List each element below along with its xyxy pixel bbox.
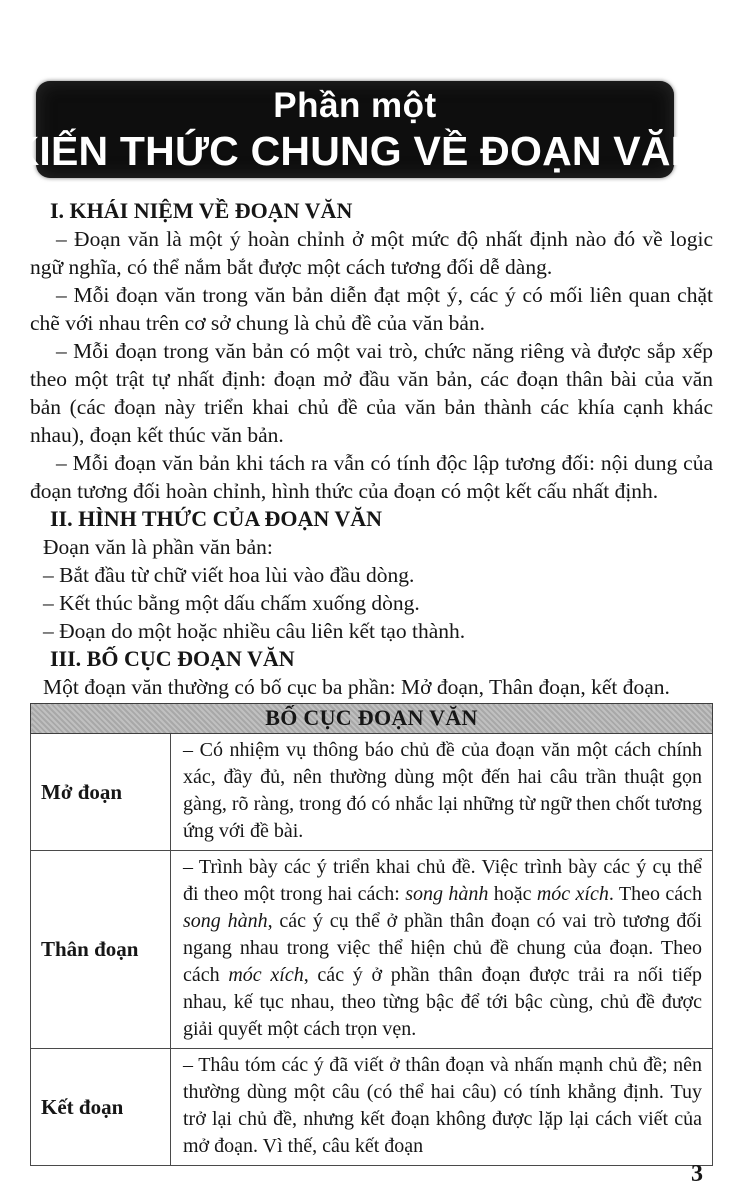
part-title-banner [9, 81, 701, 178]
row-label: Thân đoạn [31, 851, 171, 1049]
paragraph: – Mỗi đoạn văn bản khi tách ra vẫn có tính độc lập tương đối: nội dung của đoạn tương đối hoàn chỉnh, hình thức của đoạn có một kết cấu nhất định. [30, 451, 713, 503]
paragraph: – Mỗi đoạn trong văn bản có một vai trò, chức năng riêng và được sắp xếp theo một trật tự nhất định: đoạn mở đầu văn bản, các đoạn thân bài của văn bản (các đoạn này triển khai chủ đề của văn bản thành các khía cạnh khác nhau), đoạn kết thúc văn bản. [30, 339, 713, 447]
section-heading-hinh-thuc: II. HÌNH THỨC CỦA ĐOẠN VĂN [50, 506, 383, 531]
table-title: BỐ CỤC ĐOẠN VĂN [31, 704, 713, 734]
text-segment-italic: song hành [183, 910, 268, 932]
text-segment: hoặc [488, 883, 537, 905]
text-segment: – Trình bày các ý triển khai chủ đề. Việc trình bày các ý cụ thể đi theo một trong hai cách: [183, 856, 702, 905]
row-content: – Thâu tóm các ý đã viết ở thân đoạn và nhấn mạnh chủ đề; nên thường dùng một câu (có thể hai câu) có tính khẳng định. Tuy trở lại chủ đề, nhưng kết đoạn không được lặp lại cách viết của mở đoạn. Vì thế, câu kết đoạn [171, 1049, 713, 1166]
paragraph: – Đoạn do một hoặc nhiều câu liên kết tạo thành. [43, 619, 466, 643]
text-segment-italic: song hành [405, 883, 489, 905]
row-label: Kết đoạn [31, 1049, 171, 1166]
paragraph: – Kết thúc bằng một dấu chấm xuống dòng. [43, 591, 420, 615]
table-row-than-doan [31, 851, 713, 1049]
table-header-row [31, 704, 713, 734]
paragraph: – Đoạn văn là một ý hoàn chỉnh ở một mức độ nhất định nào đó về logic ngữ nghĩa, có thể nắm bắt được một cách tương đối dễ dàng. [30, 227, 713, 279]
bo-cuc-table [30, 703, 713, 1166]
paragraph: Đoạn văn là phần văn bản: [43, 535, 273, 559]
text-segment: , các ý ở phần thân đoạn được trải ra nối tiếp nhau, kế tục nhau, theo từng bậc để tới bậc cùng, chủ đề được giải quyết một cách trọn vẹn. [183, 964, 703, 1040]
text-segment-italic: móc xích [228, 964, 304, 986]
paragraph: Một đoạn văn thường có bố cục ba phần: Mở đoạn, Thân đoạn, kết đoạn. [43, 675, 670, 699]
row-content [171, 851, 713, 1049]
banner-subtitle: Phần một [273, 85, 437, 125]
page-content [30, 197, 713, 1166]
section-heading-bo-cuc: III. BỐ CỤC ĐOẠN VĂN [50, 646, 295, 671]
table-row-mo-doan [31, 734, 713, 851]
banner-title: KIẾN THỨC CHUNG VỀ ĐOẠN VĂN [9, 127, 701, 174]
row-label: Mở đoạn [31, 734, 171, 851]
paragraph: – Bắt đầu từ chữ viết hoa lùi vào đầu dòng. [43, 563, 415, 587]
section-heading-khai-niem: I. KHÁI NIỆM VỀ ĐOẠN VĂN [50, 198, 353, 223]
text-segment-italic: móc xích [536, 883, 609, 905]
row-content: – Có nhiệm vụ thông báo chủ đề của đoạn văn một cách chính xác, đầy đủ, nên thường dùng một đến hai câu trần thuật gọn gàng, rõ ràng, trong đó có nhắc lại những từ ngữ then chốt tương ứng với đề bài. [171, 734, 713, 851]
page-number: 3 [691, 1161, 703, 1187]
paragraph: – Mỗi đoạn văn trong văn bản diễn đạt một ý, các ý có mối liên quan chặt chẽ với nhau trên cơ sở chung là chủ đề của văn bản. [30, 283, 713, 335]
table-row-ket-doan [31, 1049, 713, 1166]
text-segment: . Theo cách [608, 883, 702, 905]
text-segment: , các ý cụ thể ở phần thân đoạn có vai trò tương đối ngang nhau trong việc thể hiện chủ đề chung của đoạn. Theo cách [183, 910, 702, 986]
